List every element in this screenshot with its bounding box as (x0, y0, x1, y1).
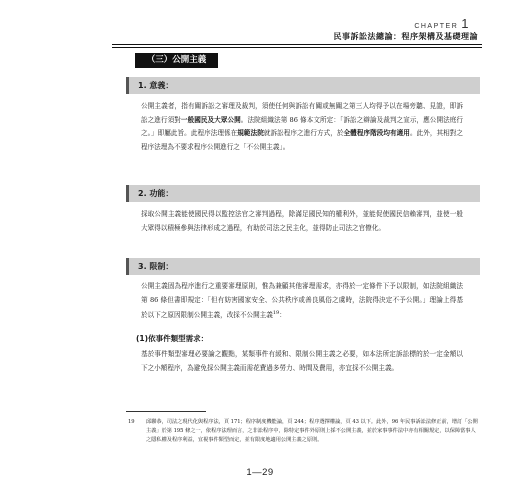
paragraph-text: 採取公開主義能使國民得以監控法官之審判過程，除滿足國民知的權利外，並能促使國民信賴審判，並使一般大眾得以積極參與法律形成之過程，有助於司法之民主化，並得防止司法之官僚化。 (141, 210, 463, 232)
item-heading: (1)依事件類型需求： (136, 334, 209, 343)
bold-phrase: 全體程序階段均有適用 (343, 129, 410, 138)
header-rule (112, 44, 482, 45)
footnote-number: 19 (128, 419, 135, 425)
footnote-ref[interactable]: 19 (272, 310, 280, 317)
running-title: 民事訴訟法總論：程序架構及基礎理論 (333, 32, 478, 41)
subhead-function (126, 185, 480, 202)
bold-phrase: 規範法院 (237, 129, 264, 138)
footnote-text: 邱聯恭，司法之現代化與程序法，頁 171；程序制度機能論，頁 244；程序選擇權論，頁 43 以下。此外，96 年民事訴訟法修正前，增訂「公開主義」於第 195 條之一，依程序法理而言，之非訟程序中，除特定事件外原則上採不公開主義，並於家事事件法中亦有相關規定，以保障當事人之隱私權及程序利益，宜視事件類型而定，並有限度地適用公開主義之原則。 (146, 419, 478, 443)
header-rule-thin (112, 47, 482, 48)
page-number: 1—29 (246, 467, 274, 478)
paragraph-text: 基於事件類型審理必要論之觀點，某類事件有緩和、限制公開主義之必要，如本法所定訴訟標的於一定金額以下之小額程序，為避免採公開主義而需花費過多勞力、時間及費用，亦宜採不公開主義。 (141, 350, 463, 372)
subhead-bar (126, 258, 129, 275)
paragraph-text: 公開主義固為程序進行之重要審理原則，惟為兼顧其他審理需求，亦得於一定條件下予以限制，如法院組織法第 86 條但書即規定：「但有妨害國家安全、公共秩序或善良風俗之虞時，法院得決定不予公開。」理論上得基於以下之原因限制公開主義，改採不公開主義$^{19}$： (141, 282, 463, 320)
subhead-limits (126, 258, 480, 275)
paragraph-limits (141, 280, 463, 323)
paragraph-function (141, 208, 463, 235)
subhead-label: 3. 限制： (138, 262, 174, 271)
subhead-meaning (126, 77, 480, 94)
paragraph-text: 公開主義者，指有關訴訟之審理及裁判，須使任何與訴訟有關或無關之第三人均得予以在場旁聽、見證，即訴訟之進行須對一般國民及大眾公開。法院組織法第 86 條本文所定：「訴訟之辯論及裁判之宣示，應公開法庭行之。」即屬此旨。此程序法理係在規範法院就訴訟程序之進行方式，於全體程序階段均有適用。此外，其相對之程序法理為不要求程序公開進行之「不公開主義」。 (141, 102, 464, 151)
paragraph-meaning (141, 100, 463, 154)
bold-phrase: 一般國民及大眾公開 (180, 115, 241, 124)
footnote-rule (126, 411, 206, 412)
chapter-number: 1 (461, 16, 470, 31)
section-title: （三）公開主義 (135, 53, 218, 68)
subhead-label: 1. 意義： (138, 81, 174, 90)
subhead-label: 2. 功能： (138, 189, 174, 198)
subhead-bar (126, 185, 129, 202)
subhead-bar (126, 77, 129, 94)
chapter-label (414, 16, 470, 31)
paragraph-case-type (141, 348, 463, 375)
footnote (128, 418, 478, 445)
chapter-word: CHAPTER (414, 23, 459, 30)
